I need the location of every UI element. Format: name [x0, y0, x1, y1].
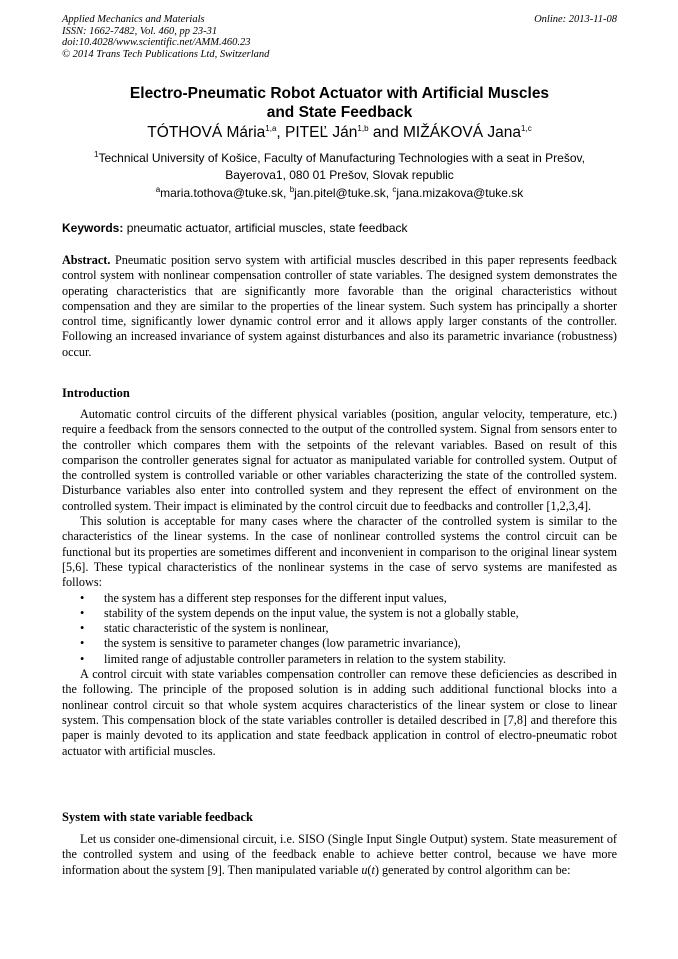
- paragraph-text: ) generated by control algorithm can be:: [374, 862, 571, 877]
- introduction-body: [62, 407, 617, 759]
- abstract-label: Abstract.: [62, 253, 111, 267]
- paper-title: [62, 84, 617, 122]
- paper-title-line2: and State Feedback: [266, 104, 413, 121]
- paragraph-text: Let us consider one-dimensional circuit, i.e. SISO (Single Input Single Output) system. State measurement of the controlled system and using of the feedback enable to achieve better control, because we have more information about the system [9]. Then manipulated variable: [62, 832, 617, 877]
- bullet-icon: •: [80, 636, 85, 651]
- journal-issn: ISSN: 1662-7482, Vol. 460, pp 23-31: [62, 25, 218, 37]
- bullet-icon: •: [80, 590, 85, 605]
- author-superscript: 1,b: [357, 123, 369, 133]
- paragraph: Automatic control circuits of the different physical variables (position, angular velocity, temperature, etc.) require a feedback from the sensors connected to the output of the controlled system. Signal from sensors enter to the controller which compares them with the setpoints of the relevant variables. Based on result of this comparison the controller generates signal for actuator as manipulated variable for controlled system. Output of the controlled system is controlled variable or other variables characterizing the state of the controlled system. Disturbance variables also enter into controlled system and they represent the effect of environment on the controlled system. Their impact is eliminated by the control circuit due to feedbacks and controller [1,2,3,4].: [62, 407, 617, 513]
- email-link[interactable]: jana.mizakova@tuke.sk: [396, 186, 524, 200]
- author-separator: and: [368, 124, 404, 141]
- author-superscript: 1,c: [521, 123, 532, 133]
- author-emails: [62, 185, 617, 201]
- list-item: [62, 621, 617, 636]
- journal-name: Applied Mechanics and Materials: [62, 14, 205, 25]
- abstract: [62, 253, 617, 360]
- author-separator: ,: [276, 124, 286, 141]
- section-state-feedback-body: [62, 832, 617, 878]
- section-heading-state-feedback: System with state variable feedback: [62, 810, 253, 824]
- author-superscript: 1,a: [265, 123, 277, 133]
- author-name: TÓTHOVÁ Mária: [147, 124, 266, 141]
- list-item-text: stability of the system depends on the input value, the system is not a globally stable,: [104, 605, 519, 620]
- abstract-text: Pneumatic position servo system with artificial muscles described in this paper represents feedback control system with nonlinear compensation controller of state variables. The designed system demonstrates the operating characteristics that are significantly more favorable than the original characteristics without compensation and they are similar to the properties of the linear system. Such system has principally a shorter control time, significantly lower dynamic control error and it allows apply larger constants of the controller. Following an increased invariance of system against disturbances and also its parametric invariance (robustness) occur.: [62, 253, 617, 359]
- affiliation-line1: [62, 150, 617, 167]
- keywords: [62, 220, 617, 236]
- list-item: [62, 606, 617, 621]
- paragraph-text: (: [367, 862, 372, 877]
- journal-copyright: © 2014 Trans Tech Publications Ltd, Switzerland: [62, 48, 270, 60]
- online-date: Online: 2013-11-08: [534, 14, 617, 25]
- bullet-icon: •: [80, 651, 85, 666]
- email-superscript: c: [392, 185, 397, 194]
- paper-title-line1: Electro-Pneumatic Robot Actuator with Artificial Muscles: [129, 85, 550, 102]
- journal-doi[interactable]: doi:10.4028/www.scientific.net/AMM.460.23: [62, 37, 251, 48]
- section-heading-introduction: Introduction: [62, 386, 130, 400]
- affiliation-line2: Bayerova1, 080 01 Prešov, Slovak republic: [225, 167, 454, 182]
- email-link[interactable]: jan.pitel@tuke.sk,: [294, 186, 393, 200]
- list-item: [62, 591, 617, 606]
- author-name: MIŽÁKOVÁ Jana: [403, 124, 522, 141]
- email-link[interactable]: maria.tothova@tuke.sk,: [160, 186, 290, 200]
- paragraph: [62, 832, 617, 878]
- affiliation-text: Technical University of Košice, Faculty of Manufacturing Technologies with a seat in Prešov,: [98, 151, 585, 165]
- journal-header: [62, 14, 617, 60]
- math-variable: t: [371, 862, 375, 877]
- affiliation: [62, 150, 617, 183]
- list-item-text: the system is sensitive to parameter changes (low parametric invariance),: [104, 636, 461, 651]
- list-item: [62, 652, 617, 667]
- list-item-text: the system has a different step responses for the different input values,: [104, 590, 447, 605]
- bullet-list: [62, 591, 617, 667]
- paragraph: This solution is acceptable for many cases where the character of the controlled system is similar to the characteristics of the linear systems. In the case of nonlinear controlled systems the control circuit can be functional but its properties are sometimes different and inconvenient in comparison to the original linear system [5,6]. These typical characteristics of the nonlinear systems in the case of servo systems are manifested as follows:: [62, 514, 617, 590]
- keywords-text: pneumatic actuator, artificial muscles, state feedback: [123, 221, 408, 235]
- list-item-text: limited range of adjustable controller parameters in relation to the system stability.: [104, 651, 506, 666]
- paragraph: A control circuit with state variables compensation controller can remove these deficiencies as described in the following. The principle of the proposed solution is in adding such additional functional blocks into a nonlinear control circuit so that whole system acquires characteristics of the linear system or close to linear system. This compensation block of the state variables controller is detailed described in [7,8] and therefore this paper is mainly devoted to its application and state feedback application in control of electro-pneumatic robot actuator with artificial muscles.: [62, 667, 617, 758]
- author-list: [62, 123, 617, 142]
- bullet-icon: •: [80, 621, 85, 636]
- keywords-label: Keywords:: [62, 221, 124, 235]
- list-item: [62, 636, 617, 651]
- math-variable: u: [361, 862, 368, 877]
- email-superscript: b: [289, 185, 295, 194]
- email-superscript: a: [155, 185, 161, 194]
- author-name: PITEĽ Ján: [285, 124, 358, 141]
- affiliation-superscript: 1: [94, 150, 99, 159]
- bullet-icon: •: [80, 605, 85, 620]
- list-item-text: static characteristic of the system is nonlinear,: [104, 621, 329, 636]
